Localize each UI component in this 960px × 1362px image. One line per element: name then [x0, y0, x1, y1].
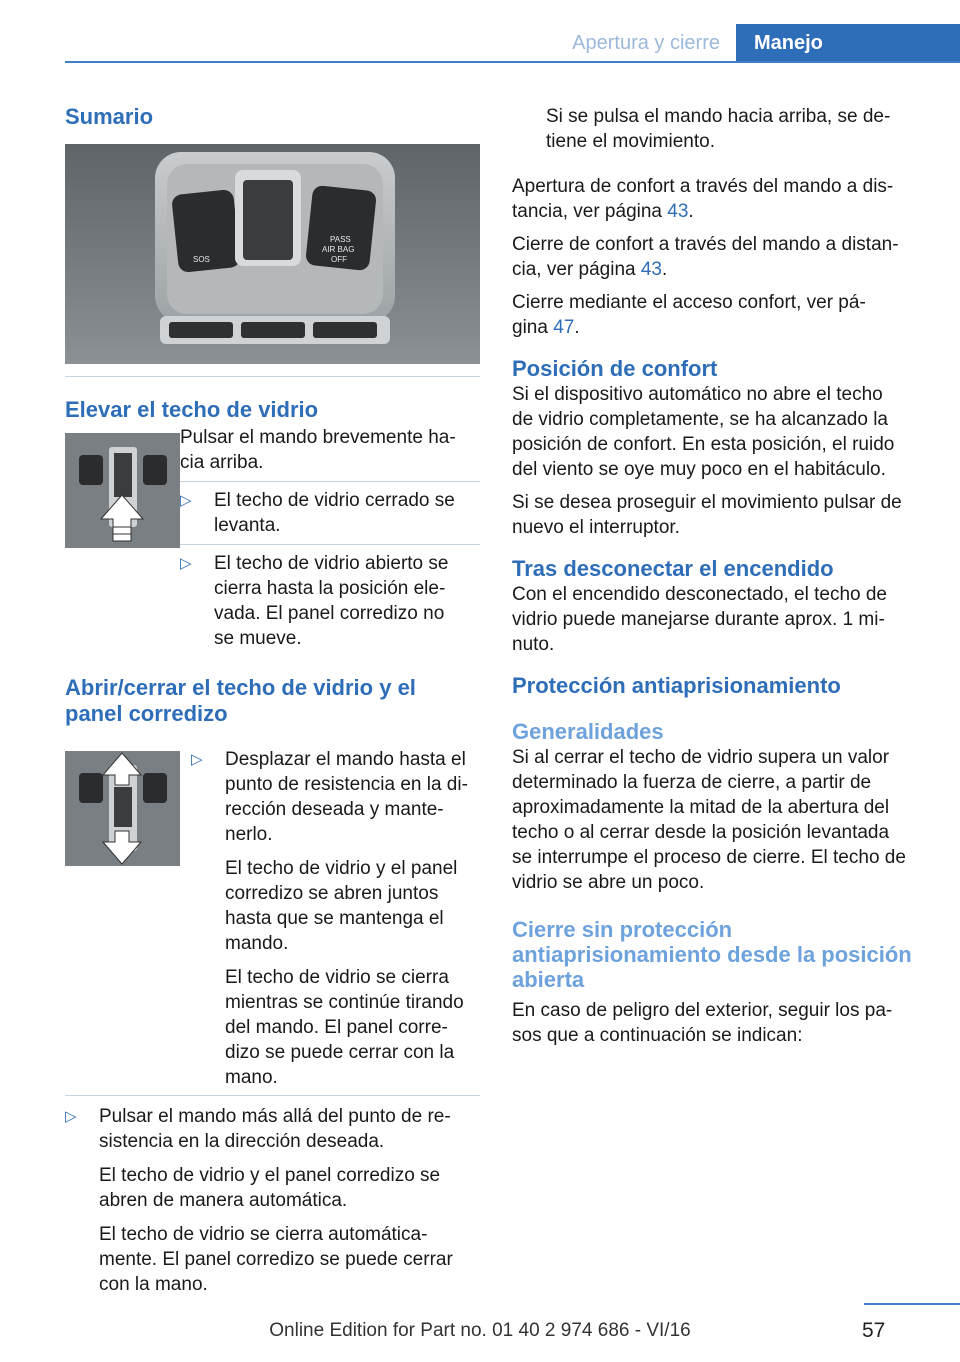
header-rule	[65, 61, 960, 63]
bullet-text: El techo de vidrio se cierra	[225, 967, 449, 988]
paragraph-line: vidrio se abre un poco.	[512, 872, 705, 893]
bullet-text: El techo de vidrio y el panel corredizo se	[99, 1165, 441, 1186]
bullet-text: mente. El panel corredizo se puede cerrar	[99, 1249, 453, 1270]
bullet-text: vada. El panel corredizo no	[214, 603, 445, 624]
footer-edition: Online Edition for Part no. 01 40 2 974 686 - VI/16	[269, 1320, 691, 1341]
bullet-text: El techo de vidrio abierto se	[214, 553, 449, 574]
heading-posicion-confort: Posición de confort	[512, 356, 718, 381]
triangle-bullet-icon: ▷	[180, 492, 192, 509]
paragraph-line: vidrio puede manejarse durante aprox. 1 mi-	[512, 609, 885, 630]
continued-bullet-text	[512, 104, 927, 154]
paragraph-line: Con el encendido desconectado, el techo de	[512, 584, 887, 605]
footer-rule	[864, 1303, 960, 1305]
heading-generalidades: Generalidades	[512, 719, 664, 744]
generalidades-paragraph	[512, 745, 927, 895]
overhead-console-photo	[65, 144, 480, 364]
page-number: 57	[862, 1319, 886, 1342]
triangle-bullet-icon: ▷	[191, 751, 203, 768]
bullet-text: dizo se puede cerrar con la	[225, 1042, 455, 1063]
paragraph-line: techo o al cerrar desde la posición levantada	[512, 822, 890, 843]
abrir-bullet-2	[65, 1104, 480, 1297]
paragraph-line: del viento se oye muy poco en el habitáculo.	[512, 459, 886, 480]
cierre-paragraph	[512, 998, 927, 1048]
divider	[65, 376, 480, 377]
bullet-text: nerlo.	[225, 824, 273, 845]
bullet-text: Pulsar el mando más allá del punto de re-	[99, 1106, 451, 1127]
bullet-text: El techo de vidrio cerrado se	[214, 490, 455, 511]
heading-elevar: Elevar el techo de vidrio	[65, 397, 319, 422]
elevar-bullet-2	[180, 551, 480, 651]
header-section: Apertura y cierre	[572, 32, 720, 54]
paragraph-line: tancia, ver página	[512, 201, 662, 222]
sos-label: SOS	[193, 255, 210, 264]
heading-tras-desconectar: Tras desconectar el encendido	[512, 556, 834, 581]
heading-sumario: Sumario	[65, 104, 154, 129]
heading-line: panel corredizo	[65, 701, 228, 726]
pass-airbag-label-3: OFF	[331, 255, 347, 264]
elevar-text-l2: cia arriba.	[180, 452, 264, 473]
page-link-43[interactable]: 43	[640, 259, 662, 280]
left-column	[65, 100, 480, 1297]
paragraph-line: nuto.	[512, 634, 555, 655]
bullet-text: mientras se continúe tirando	[225, 992, 464, 1013]
posicion-paragraph-2	[512, 490, 927, 540]
paragraph-line: Si al cerrar el techo de vidrio supera un valor	[512, 747, 890, 768]
page-link-47[interactable]: 47	[553, 317, 575, 338]
divider	[180, 481, 480, 482]
paragraph-line: posición de confort. En esta posición, el ruido	[512, 434, 895, 455]
bullet-text: hasta que se mantenga el	[225, 908, 444, 929]
paragraph-line: de vidrio completamente, se ha alcanzado la	[512, 409, 889, 430]
paragraph-line: se interrumpe el proceso de cierre. El techo de	[512, 847, 906, 868]
bullet-text: levanta.	[214, 515, 281, 536]
heading-line: antiaprisionamiento desde la posición	[512, 942, 912, 967]
bullet-text: se mueve.	[214, 628, 302, 649]
elevar-text-l1: Pulsar el mando brevemente ha-	[180, 427, 456, 448]
elevar-block	[65, 425, 480, 675]
tras-paragraph	[512, 582, 927, 657]
bullet-text: El techo de vidrio y el panel	[225, 858, 458, 879]
bullet-text: mando.	[225, 933, 289, 954]
pass-airbag-label-2: AIR BAG	[322, 245, 355, 254]
divider	[180, 544, 480, 545]
bullet-text: sistencia en la dirección deseada.	[99, 1131, 385, 1152]
paragraph-line: Apertura de confort a través del mando a dis-	[512, 176, 894, 197]
paragraph-line: determinado la fuerza de cierre, a partir de	[512, 772, 872, 793]
bullet-text: abren de manera automática.	[99, 1190, 348, 1211]
heading-line: Cierre sin protección	[512, 917, 733, 942]
comfort-access-paragraph: Cierre mediante el acceso confort, ver pá- gina 47.	[512, 290, 927, 340]
paragraph-line: Cierre mediante el acceso confort, ver pá-	[512, 292, 866, 313]
paragraph-line: aproximadamente la mitad de la abertura del	[512, 797, 890, 818]
paragraph-line: En caso de peligro del exterior, seguir los pa-	[512, 1000, 893, 1021]
elevar-bullet-1	[180, 488, 480, 538]
bullet-text: mano.	[225, 1067, 278, 1088]
paragraph-line: Cierre de confort a través del mando a distan-	[512, 234, 899, 255]
bullet-text: Desplazar el mando hasta el	[225, 749, 466, 770]
bullet-text: del mando. El panel corre-	[225, 1017, 448, 1038]
bullet-text: corredizo se abren juntos	[225, 883, 439, 904]
pass-airbag-label-1: PASS	[330, 235, 351, 244]
bullet-text: El techo de vidrio se cierra automática-	[99, 1224, 428, 1245]
abrir-bullet-1	[191, 747, 483, 1090]
comfort-close-paragraph: Cierre de confort a través del mando a distan- cia, ver página 43.	[512, 232, 927, 282]
paragraph-line: Si el dispositivo automático no abre el techo	[512, 384, 883, 405]
heading-line: Abrir/cerrar el techo de vidrio y el	[65, 675, 416, 700]
bullet-text: punto de resistencia en la di-	[225, 774, 468, 795]
posicion-paragraph	[512, 382, 927, 482]
paragraph-line: Si se desea proseguir el movimiento pulsar de	[512, 492, 902, 513]
heading-cierre-sin-proteccion	[512, 917, 927, 992]
page-link-43[interactable]: 43	[667, 201, 689, 222]
right-column	[512, 100, 927, 1048]
triangle-bullet-icon: ▷	[180, 555, 192, 572]
header-chapter-tab: Manejo	[736, 24, 960, 62]
switch-updown-icon	[65, 751, 180, 866]
paragraph-line: cia, ver página	[512, 259, 636, 280]
heading-abrir-cerrar	[65, 675, 480, 727]
bullet-text: cierra hasta la posición ele-	[214, 578, 446, 599]
heading-proteccion: Protección antiaprisionamiento	[512, 673, 841, 698]
paragraph-line: sos que a continuación se indican:	[512, 1025, 803, 1046]
paragraph-line: Si se pulsa el mando hacia arriba, se de-	[546, 106, 891, 127]
paragraph-line: tiene el movimiento.	[546, 131, 715, 152]
abrir-block	[65, 747, 480, 1107]
bullet-text: con la mano.	[99, 1274, 208, 1295]
paragraph-line: gina	[512, 317, 548, 338]
paragraph-line: nuevo el interruptor.	[512, 517, 680, 538]
switch-up-icon	[65, 433, 180, 548]
heading-line: abierta	[512, 967, 585, 992]
triangle-bullet-icon: ▷	[65, 1108, 77, 1125]
bullet-text: rección deseada y mante-	[225, 799, 444, 820]
comfort-open-paragraph: Apertura de confort a través del mando a dis- tancia, ver página 43.	[512, 174, 927, 224]
